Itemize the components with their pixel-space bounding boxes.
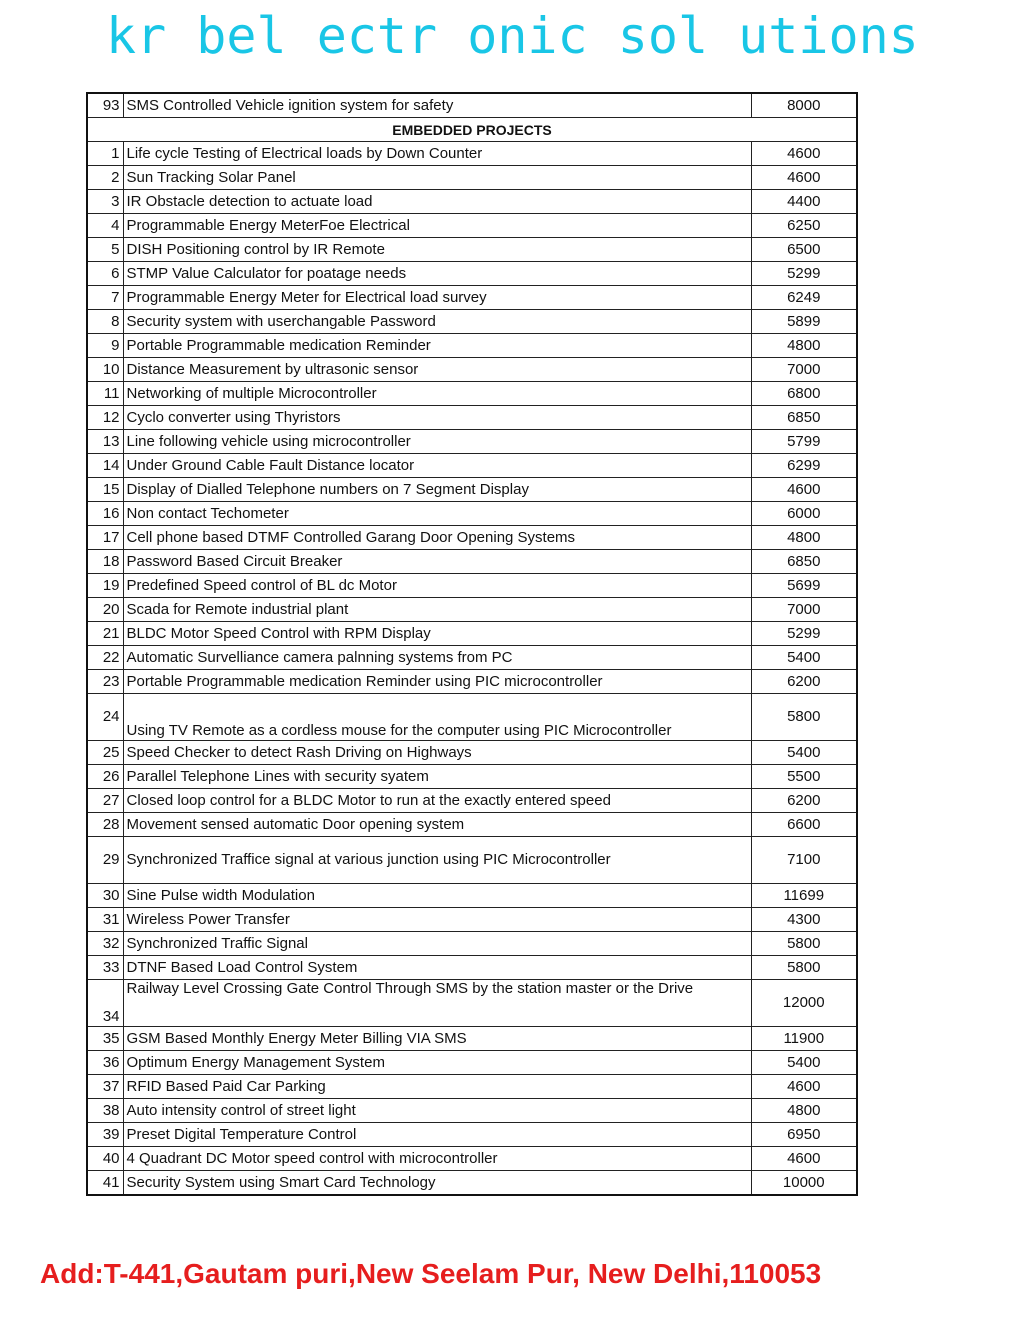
table-row [87, 813, 857, 837]
project-name: Line following vehicle using microcontroller [123, 430, 751, 454]
project-price: 5799 [751, 430, 857, 454]
project-name: Movement sensed automatic Door opening system [123, 813, 751, 837]
row-number: 31 [87, 908, 123, 932]
table-row [87, 502, 857, 526]
table-row [87, 430, 857, 454]
table-row [87, 1075, 857, 1099]
project-price: 7000 [751, 358, 857, 382]
row-number: 22 [87, 646, 123, 670]
row-number: 11 [87, 382, 123, 406]
table-row [87, 789, 857, 813]
project-price: 7100 [751, 837, 857, 884]
project-name: Programmable Energy MeterFoe Electrical [123, 214, 751, 238]
table-row [87, 214, 857, 238]
row-number: 35 [87, 1027, 123, 1051]
project-price: 5299 [751, 622, 857, 646]
project-price: 6200 [751, 670, 857, 694]
row-number: 26 [87, 765, 123, 789]
table-row [87, 837, 857, 884]
table-row [87, 1051, 857, 1075]
row-number: 1 [87, 142, 123, 166]
table-row [87, 166, 857, 190]
project-name: Parallel Telephone Lines with security syatem [123, 765, 751, 789]
project-name: Portable Programmable medication Reminder [123, 334, 751, 358]
row-number: 93 [87, 93, 123, 118]
row-number: 27 [87, 789, 123, 813]
row-number: 34 [87, 980, 123, 1027]
project-price: 6800 [751, 382, 857, 406]
row-number: 13 [87, 430, 123, 454]
project-price: 5699 [751, 574, 857, 598]
project-price: 5299 [751, 262, 857, 286]
row-number: 39 [87, 1123, 123, 1147]
table-row [87, 980, 857, 1027]
row-number: 20 [87, 598, 123, 622]
project-price: 6249 [751, 286, 857, 310]
row-number: 21 [87, 622, 123, 646]
row-number: 19 [87, 574, 123, 598]
project-price: 5400 [751, 741, 857, 765]
row-number: 2 [87, 166, 123, 190]
project-price: 11699 [751, 884, 857, 908]
table-row [87, 190, 857, 214]
table-row [87, 406, 857, 430]
row-number: 3 [87, 190, 123, 214]
row-number: 25 [87, 741, 123, 765]
project-price: 12000 [751, 980, 857, 1027]
table-row [87, 1123, 857, 1147]
address-text: Add:T-441,Gautam puri,New Seelam Pur, New Delhi,110053 [40, 1258, 822, 1289]
section-header-row [87, 118, 857, 142]
project-name: Security system with userchangable Password [123, 310, 751, 334]
project-name: Password Based Circuit Breaker [123, 550, 751, 574]
table-row [87, 1027, 857, 1051]
project-name: Cell phone based DTMF Controlled Garang Door Opening Systems [123, 526, 751, 550]
project-name: Display of Dialled Telephone numbers on 7 Segment Display [123, 478, 751, 502]
table-row [87, 334, 857, 358]
row-number: 14 [87, 454, 123, 478]
row-number: 6 [87, 262, 123, 286]
project-price: 6299 [751, 454, 857, 478]
table-row [87, 622, 857, 646]
project-price: 5800 [751, 956, 857, 980]
project-name: Portable Programmable medication Reminder using PIC microcontroller [123, 670, 751, 694]
project-price: 4800 [751, 334, 857, 358]
table-row [87, 142, 857, 166]
row-number: 28 [87, 813, 123, 837]
section-header: EMBEDDED PROJECTS [87, 118, 857, 142]
table-row [87, 550, 857, 574]
table-row [87, 238, 857, 262]
project-name: Scada for Remote industrial plant [123, 598, 751, 622]
project-price: 6000 [751, 502, 857, 526]
project-name: Optimum Energy Management System [123, 1051, 751, 1075]
project-price: 6600 [751, 813, 857, 837]
table-row [87, 741, 857, 765]
project-price-table [86, 92, 858, 1196]
project-name: Predefined Speed control of BL dc Motor [123, 574, 751, 598]
project-name: Using TV Remote as a cordless mouse for the computer using PIC Microcontroller [123, 694, 751, 741]
row-number: 41 [87, 1171, 123, 1196]
project-name: BLDC Motor Speed Control with RPM Display [123, 622, 751, 646]
project-price: 4600 [751, 166, 857, 190]
project-name: Distance Measurement by ultrasonic sensor [123, 358, 751, 382]
table-row [87, 598, 857, 622]
project-name: 4 Quadrant DC Motor speed control with microcontroller [123, 1147, 751, 1171]
table-row [87, 932, 857, 956]
project-price: 4600 [751, 478, 857, 502]
row-number: 18 [87, 550, 123, 574]
project-price: 5400 [751, 646, 857, 670]
row-number: 4 [87, 214, 123, 238]
row-number: 12 [87, 406, 123, 430]
row-number: 8 [87, 310, 123, 334]
row-number: 17 [87, 526, 123, 550]
table-row [87, 956, 857, 980]
project-price: 5400 [751, 1051, 857, 1075]
project-price: 4300 [751, 908, 857, 932]
project-name: Cyclo converter using Thyristors [123, 406, 751, 430]
project-price: 5500 [751, 765, 857, 789]
project-price: 7000 [751, 598, 857, 622]
project-name: Synchronized Traffice signal at various junction using PIC Microcontroller [123, 837, 751, 884]
project-price: 4600 [751, 1075, 857, 1099]
project-name: Networking of multiple Microcontroller [123, 382, 751, 406]
table-row [87, 670, 857, 694]
project-price: 6200 [751, 789, 857, 813]
row-number: 10 [87, 358, 123, 382]
row-number: 9 [87, 334, 123, 358]
project-name: STMP Value Calculator for poatage needs [123, 262, 751, 286]
row-number: 32 [87, 932, 123, 956]
table-row [87, 286, 857, 310]
project-price: 4400 [751, 190, 857, 214]
project-price: 10000 [751, 1171, 857, 1196]
project-price: 5800 [751, 932, 857, 956]
company-title: kr bel ectr onic sol utions [106, 7, 919, 65]
project-name: Railway Level Crossing Gate Control Through SMS by the station master or the Drive [123, 980, 751, 1027]
row-number: 5 [87, 238, 123, 262]
row-number: 16 [87, 502, 123, 526]
row-number: 36 [87, 1051, 123, 1075]
project-price: 4800 [751, 526, 857, 550]
table-row [87, 884, 857, 908]
row-number: 29 [87, 837, 123, 884]
row-number: 24 [87, 694, 123, 741]
project-name: Wireless Power Transfer [123, 908, 751, 932]
project-name: Programmable Energy Meter for Electrical load survey [123, 286, 751, 310]
project-price: 6950 [751, 1123, 857, 1147]
project-price: 4600 [751, 1147, 857, 1171]
table-row [87, 478, 857, 502]
table-row [87, 1099, 857, 1123]
row-number: 30 [87, 884, 123, 908]
row-number: 15 [87, 478, 123, 502]
project-price: 8000 [751, 93, 857, 118]
table-row [87, 694, 857, 741]
project-name: DISH Positioning control by IR Remote [123, 238, 751, 262]
project-name: Auto intensity control of street light [123, 1099, 751, 1123]
project-name: Closed loop control for a BLDC Motor to run at the exactly entered speed [123, 789, 751, 813]
row-number: 38 [87, 1099, 123, 1123]
project-name: Under Ground Cable Fault Distance locator [123, 454, 751, 478]
row-number: 33 [87, 956, 123, 980]
table-row [87, 358, 857, 382]
row-number: 23 [87, 670, 123, 694]
project-name: GSM Based Monthly Energy Meter Billing VIA SMS [123, 1027, 751, 1051]
project-price: 6850 [751, 406, 857, 430]
project-name: Sun Tracking Solar Panel [123, 166, 751, 190]
table-row [87, 93, 857, 118]
row-number: 40 [87, 1147, 123, 1171]
table-row [87, 765, 857, 789]
project-price: 6850 [751, 550, 857, 574]
project-price: 5899 [751, 310, 857, 334]
table-row [87, 1147, 857, 1171]
project-price: 4600 [751, 142, 857, 166]
row-number: 37 [87, 1075, 123, 1099]
project-name: Non contact Techometer [123, 502, 751, 526]
table-row [87, 1171, 857, 1196]
project-price: 4800 [751, 1099, 857, 1123]
table-row [87, 310, 857, 334]
project-price: 6500 [751, 238, 857, 262]
table-row [87, 382, 857, 406]
project-name: Security System using Smart Card Technology [123, 1171, 751, 1196]
project-name: Speed Checker to detect Rash Driving on Highways [123, 741, 751, 765]
table-row [87, 454, 857, 478]
project-name: Preset Digital Temperature Control [123, 1123, 751, 1147]
project-name: Sine Pulse width Modulation [123, 884, 751, 908]
project-name: Automatic Survelliance camera palnning systems from PC [123, 646, 751, 670]
project-price: 6250 [751, 214, 857, 238]
project-name: IR Obstacle detection to actuate load [123, 190, 751, 214]
table-row [87, 574, 857, 598]
project-name: Synchronized Traffic Signal [123, 932, 751, 956]
table-row [87, 262, 857, 286]
project-name: DTNF Based Load Control System [123, 956, 751, 980]
project-name: RFID Based Paid Car Parking [123, 1075, 751, 1099]
table-row [87, 526, 857, 550]
project-name: Life cycle Testing of Electrical loads by Down Counter [123, 142, 751, 166]
project-price: 11900 [751, 1027, 857, 1051]
row-number: 7 [87, 286, 123, 310]
table-row [87, 908, 857, 932]
project-price: 5800 [751, 694, 857, 741]
project-name: SMS Controlled Vehicle ignition system for safety [123, 93, 751, 118]
table-row [87, 646, 857, 670]
